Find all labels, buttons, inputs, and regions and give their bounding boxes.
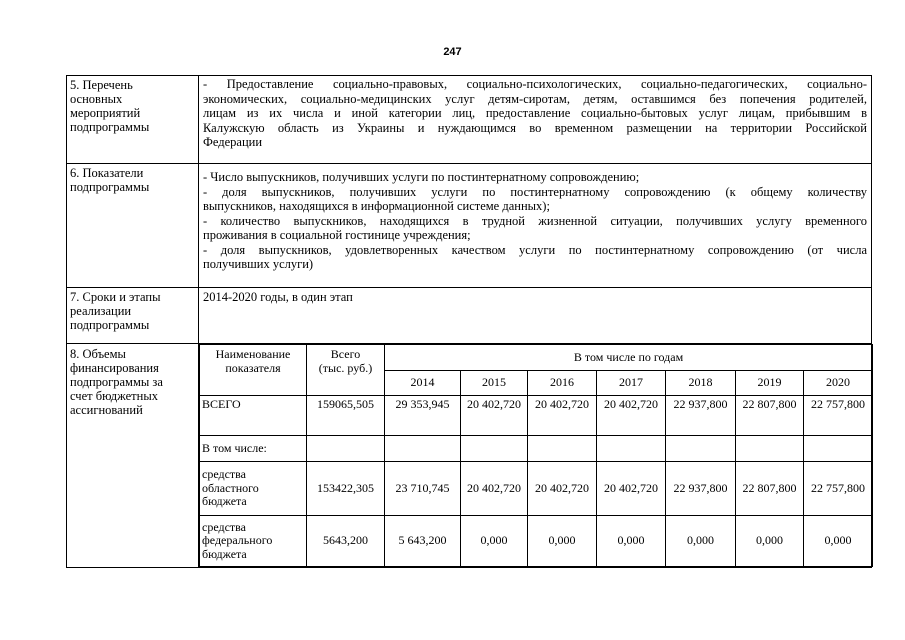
empty-cell bbox=[597, 436, 666, 462]
row5-label-line: 5. Перечень bbox=[70, 78, 133, 92]
row8-label-line: ассигнований bbox=[70, 403, 143, 417]
row8-label-line: финансирования bbox=[70, 361, 159, 375]
row6-label bbox=[67, 164, 199, 288]
federal-name-line: бюджета bbox=[202, 546, 247, 561]
row5-label bbox=[67, 76, 199, 164]
header-total-line: (тыс. руб.) bbox=[318, 360, 373, 375]
passport-table bbox=[66, 75, 872, 568]
row7-label-line: подпрограммы bbox=[70, 318, 150, 332]
row-indicators bbox=[67, 164, 872, 288]
row5-label-line: мероприятий bbox=[70, 106, 141, 120]
regional-row-total: 153422,305 bbox=[307, 462, 385, 516]
total-row-total: 159065,505 bbox=[307, 396, 385, 436]
row-financing bbox=[67, 344, 872, 568]
regional-name-line: бюджета bbox=[202, 494, 247, 509]
row8-label-line: подпрограммы за bbox=[70, 375, 163, 389]
regional-row-value: 22 757,800 bbox=[804, 462, 873, 516]
federal-row-value: 0,000 bbox=[597, 516, 666, 567]
row6-label-line: подпрограммы bbox=[70, 180, 150, 194]
row6-text-line: - доля выпускников, удовлетворенных качеством услуги по постинтернатному сопровождению (от числа bbox=[203, 242, 867, 257]
regional-row-value: 22 937,800 bbox=[666, 462, 736, 516]
year-header-2015: 2015 bbox=[461, 371, 528, 396]
row8-content bbox=[199, 344, 872, 568]
year-header-2018: 2018 bbox=[666, 371, 736, 396]
row8-label-line: 8. Объемы bbox=[70, 347, 126, 361]
federal-row-total: 5643,200 bbox=[307, 516, 385, 567]
regional-row-name bbox=[200, 462, 307, 516]
federal-name-line: средства bbox=[202, 519, 247, 534]
federal-name-line: федерального bbox=[202, 533, 273, 548]
federal-row-name bbox=[200, 516, 307, 567]
header-indicator-line: Наименование bbox=[215, 347, 291, 361]
row-timeline bbox=[67, 288, 872, 344]
federal-row-value: 0,000 bbox=[461, 516, 528, 567]
regional-name-line: областного bbox=[202, 480, 259, 495]
year-header-2017: 2017 bbox=[597, 371, 666, 396]
federal-row-value: 0,000 bbox=[666, 516, 736, 567]
row7-content bbox=[199, 288, 872, 344]
regional-row-value: 20 402,720 bbox=[597, 462, 666, 516]
empty-cell bbox=[804, 436, 873, 462]
total-row-value: 22 807,800 bbox=[736, 396, 804, 436]
total-row-value: 20 402,720 bbox=[461, 396, 528, 436]
empty-cell bbox=[385, 436, 461, 462]
financing-regional-row bbox=[200, 462, 873, 516]
row6-text-line: - количество выпускников, находящихся в трудной жизненной ситуации, получивших услугу временного bbox=[203, 213, 867, 228]
year-header-2019: 2019 bbox=[736, 371, 804, 396]
row6-text-line: - Число выпускников, получивших услуги по постинтернатному сопровождению; bbox=[203, 170, 640, 184]
row5-text-line: Федерации bbox=[203, 135, 263, 149]
regional-name-line: средства bbox=[202, 467, 247, 482]
row5-content bbox=[199, 76, 872, 164]
year-header-2016: 2016 bbox=[528, 371, 597, 396]
federal-row-value: 0,000 bbox=[528, 516, 597, 567]
federal-row-value: 0,000 bbox=[804, 516, 873, 567]
row6-content bbox=[199, 164, 872, 288]
total-row-name: ВСЕГО bbox=[200, 396, 307, 436]
empty-cell bbox=[528, 436, 597, 462]
financing-federal-row bbox=[200, 516, 873, 567]
row7-text: 2014-2020 годы, в один этап bbox=[203, 290, 353, 304]
row6-text-line: проживания в социальной гостинице учреждения; bbox=[203, 228, 471, 242]
row5-label-line: подпрограммы bbox=[70, 120, 150, 134]
total-row-value: 22 757,800 bbox=[804, 396, 873, 436]
regional-row-value: 22 807,800 bbox=[736, 462, 804, 516]
row6-text-line: получивших услуги) bbox=[203, 257, 314, 271]
row5-text-line: Калужскую область из Украины и нуждающимся во временном размещении на территории Российской bbox=[203, 120, 867, 135]
passport-table-wrap bbox=[66, 75, 871, 568]
row5-text-line: лицам из их числа и иной категории лиц, предоставление социально-бытовых услуг лицам, прибывшим в bbox=[203, 106, 867, 120]
total-row-value: 20 402,720 bbox=[528, 396, 597, 436]
federal-row-value: 5 643,200 bbox=[385, 516, 461, 567]
regional-row-value: 20 402,720 bbox=[461, 462, 528, 516]
header-indicator-line: показателя bbox=[225, 360, 281, 375]
row8-label bbox=[67, 344, 199, 568]
financing-including-row bbox=[200, 436, 873, 462]
financing-header-row bbox=[200, 345, 873, 371]
row7-label-line: 7. Сроки и этапы bbox=[70, 290, 161, 304]
row7-label-line: реализации bbox=[70, 304, 132, 318]
page-number: 247 bbox=[443, 46, 462, 58]
empty-cell bbox=[666, 436, 736, 462]
empty-cell bbox=[736, 436, 804, 462]
federal-row-value: 0,000 bbox=[736, 516, 804, 567]
total-row-value: 22 937,800 bbox=[666, 396, 736, 436]
including-label: В том числе: bbox=[200, 436, 307, 462]
empty-cell bbox=[307, 436, 385, 462]
row5-text-line: экономических, социально-медицинских услуг детям-сиротам, детям, оставшимся без попечения родителей, bbox=[203, 91, 867, 106]
row-main-activities bbox=[67, 76, 872, 164]
empty-cell bbox=[461, 436, 528, 462]
total-row-value: 29 353,945 bbox=[385, 396, 461, 436]
financing-total-row bbox=[200, 396, 873, 436]
row7-label bbox=[67, 288, 199, 344]
header-indicator-name bbox=[200, 345, 307, 396]
header-total bbox=[307, 345, 385, 396]
financing-table bbox=[199, 344, 873, 567]
row6-label-line: 6. Показатели bbox=[70, 166, 144, 180]
regional-row-value: 20 402,720 bbox=[528, 462, 597, 516]
header-total-line: Всего bbox=[330, 347, 361, 361]
row6-text-line: - доля выпускников, получивших услуги по постинтернатному сопровождению (к общему количеству bbox=[203, 184, 867, 199]
row6-text-line: выпускников, находящихся в информационной системе данных); bbox=[203, 199, 550, 213]
row5-label-line: основных bbox=[70, 92, 123, 106]
total-row-value: 20 402,720 bbox=[597, 396, 666, 436]
row8-label-line: счет бюджетных bbox=[70, 389, 158, 403]
year-header-2020: 2020 bbox=[804, 371, 873, 396]
row5-text-line: - Предоставление социально-правовых, социально-психологических, социально-педагогических, социально- bbox=[203, 77, 867, 91]
header-years-title: В том числе по годам bbox=[385, 345, 873, 371]
regional-row-value: 23 710,745 bbox=[385, 462, 461, 516]
year-header-2014: 2014 bbox=[385, 371, 461, 396]
